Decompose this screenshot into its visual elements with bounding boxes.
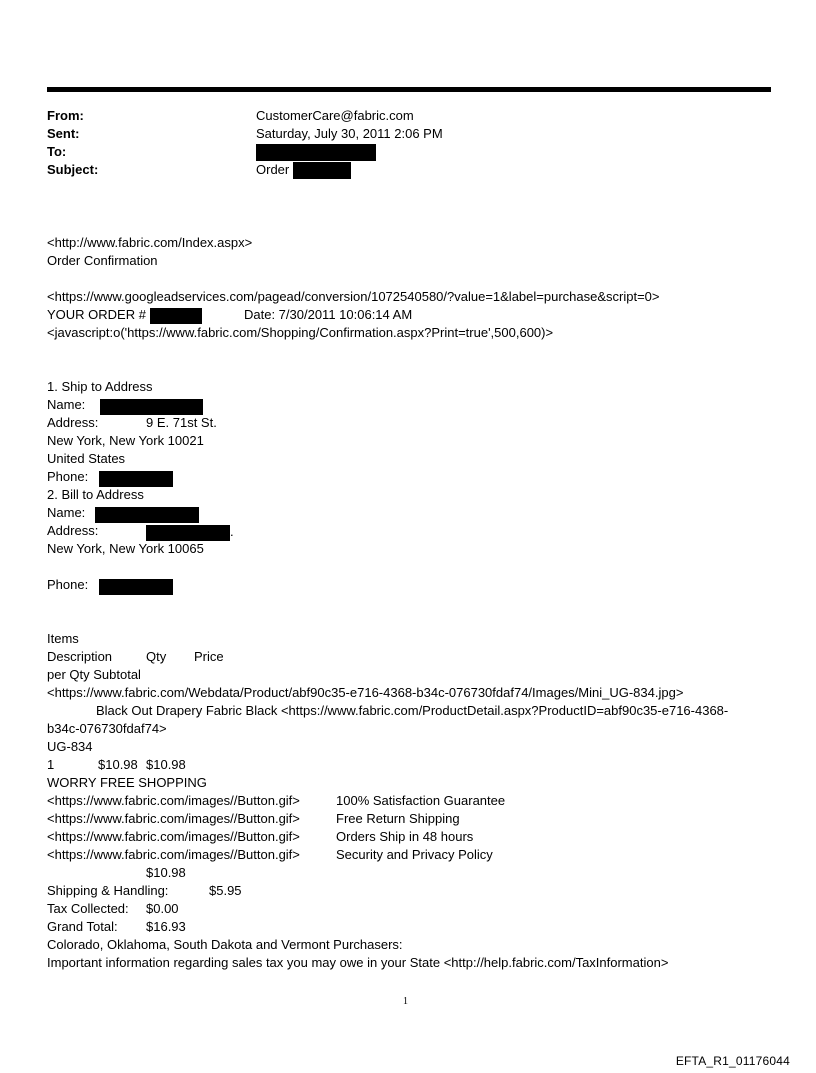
page-number: 1 xyxy=(403,996,408,1007)
redaction-box xyxy=(256,144,376,161)
guarantee-row xyxy=(47,810,728,828)
bill-to-heading: 2. Bill to Address xyxy=(47,487,144,502)
guarantee-link: <https://www.fabric.com/images//Button.gif> xyxy=(47,847,300,862)
redaction-box xyxy=(99,579,173,595)
item-subtotal: $10.98 xyxy=(146,757,186,772)
order-date: Date: 7/30/2011 10:06:14 AM xyxy=(244,307,413,322)
tax-value: $0.00 xyxy=(146,901,179,916)
tax-info-link: Important information regarding sales tax you may owe in your State <http://help.fabric.com/TaxInformation> xyxy=(47,955,669,970)
bill-address-label: Address: xyxy=(47,523,99,538)
email-body xyxy=(47,234,728,972)
item-qty: 1 xyxy=(47,757,55,772)
your-order-label: YOUR ORDER # xyxy=(47,307,146,322)
redaction-box xyxy=(150,308,202,324)
product-description: Black Out Drapery Fabric Black <https://www.fabric.com/ProductDetail.aspx?ProductID=abf90c35-e716-4368- xyxy=(96,703,729,718)
print-link: <javascript:o('https://www.fabric.com/Shopping/Confirmation.aspx?Print=true',500,600)> xyxy=(47,325,554,340)
guarantee-text: Orders Ship in 48 hours xyxy=(336,829,474,844)
grand-total-label: Grand Total: xyxy=(47,919,118,934)
ship-address-label: Address: xyxy=(47,415,99,430)
to-label: To: xyxy=(47,144,67,159)
ship-to-heading: 1. Ship to Address xyxy=(47,379,153,394)
ship-city: New York, New York 10021 xyxy=(47,433,204,448)
redaction-box xyxy=(95,507,199,523)
shipping-value: $5.95 xyxy=(209,883,242,898)
redaction-box xyxy=(100,399,203,415)
from-label: From: xyxy=(47,108,84,123)
redaction-box xyxy=(146,525,230,541)
col-per-qty-subtotal: per Qty Subtotal xyxy=(47,667,141,682)
bill-phone-label: Phone: xyxy=(47,577,89,592)
subject-value: Order xyxy=(256,162,290,177)
redaction-box xyxy=(99,471,173,487)
guarantee-link: <https://www.fabric.com/images//Button.gif> xyxy=(47,829,300,844)
header-rule xyxy=(47,87,771,92)
conversion-link: <https://www.googleadservices.com/pagead/conversion/1072540580/?value=1&label=purchase&script=0> xyxy=(47,289,660,304)
guarantee-text: Security and Privacy Policy xyxy=(336,847,493,862)
shipping-label: Shipping & Handling: xyxy=(47,883,169,898)
guarantee-text: 100% Satisfaction Guarantee xyxy=(336,793,506,808)
guarantee-row xyxy=(47,792,728,810)
ship-street: 9 E. 71st St. xyxy=(146,415,217,430)
worry-free-heading: WORRY FREE SHOPPING xyxy=(47,775,207,790)
sent-value: Saturday, July 30, 2011 2:06 PM xyxy=(256,126,443,141)
subject-label: Subject: xyxy=(47,162,99,177)
col-description: Description xyxy=(47,649,113,664)
col-qty: Qty xyxy=(146,649,167,664)
guarantee-text: Free Return Shipping xyxy=(336,811,460,826)
bates-number: EFTA_R1_01176044 xyxy=(675,1054,790,1068)
ship-country: United States xyxy=(47,451,126,466)
item-row xyxy=(47,756,728,774)
product-description-cont: b34c-076730fdaf74> xyxy=(47,721,167,736)
ship-phone-label: Phone: xyxy=(47,469,89,484)
bill-city: New York, New York 10065 xyxy=(47,541,204,556)
guarantee-row xyxy=(47,846,728,864)
grand-total-value: $16.93 xyxy=(146,919,186,934)
order-confirmation-heading: Order Confirmation xyxy=(47,253,158,268)
sent-label: Sent: xyxy=(47,126,80,141)
items-heading: Items xyxy=(47,631,79,646)
product-sku: UG-834 xyxy=(47,739,93,754)
index-link: <http://www.fabric.com/Index.aspx> xyxy=(47,235,253,250)
from-value: CustomerCare@fabric.com xyxy=(256,108,414,123)
item-price: $10.98 xyxy=(98,757,138,772)
redaction-box xyxy=(293,162,351,179)
bill-name-label: Name: xyxy=(47,505,86,520)
states-notice: Colorado, Oklahoma, South Dakota and Vermont Purchasers: xyxy=(47,937,403,952)
col-price: Price xyxy=(194,649,224,664)
bill-address-period: . xyxy=(230,524,234,539)
items-column-headers xyxy=(47,648,728,666)
guarantee-link: <https://www.fabric.com/images//Button.gif> xyxy=(47,793,300,808)
product-image-link: <https://www.fabric.com/Webdata/Product/abf90c35-e716-4368-b34c-076730fdaf74/Images/Mini_UG-834.jpg> xyxy=(47,685,684,700)
merchandise-total: $10.98 xyxy=(146,865,186,880)
ship-name-label: Name: xyxy=(47,397,86,412)
guarantee-row xyxy=(47,828,728,846)
tax-label: Tax Collected: xyxy=(47,901,129,916)
guarantee-link: <https://www.fabric.com/images//Button.gif> xyxy=(47,811,300,826)
